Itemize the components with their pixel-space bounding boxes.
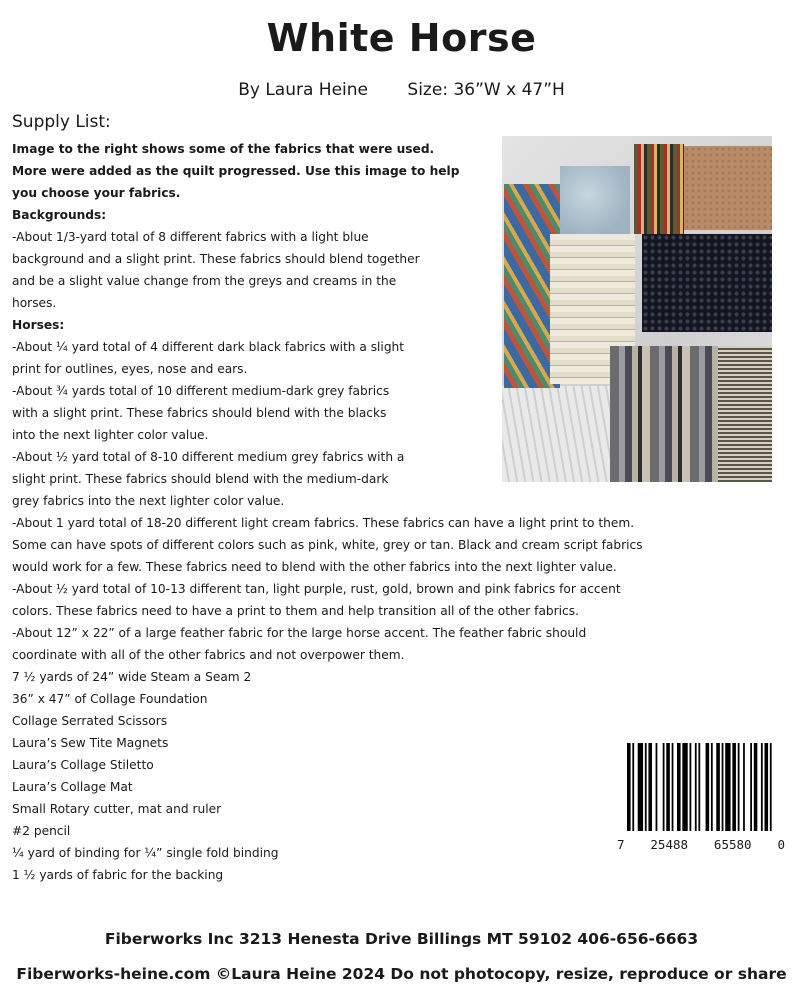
barcode-bar — [638, 743, 643, 831]
barcode-bar — [663, 743, 665, 831]
supply-list-line: 36” x 47” of Collage Foundation — [12, 692, 208, 706]
supply-list-line: -About 1 yard total of 18-20 different light cream fabrics. These fabrics can have a light print to them. — [12, 516, 635, 530]
barcode-digit-group: 65580 — [713, 837, 752, 852]
supply-list-line: -About ½ yard total of 8-10 different medium grey fabrics with a — [12, 450, 405, 464]
barcode-bar — [765, 743, 769, 831]
barcode-bar — [732, 743, 736, 831]
supply-list-line: background and a slight print. These fabrics should blend together — [12, 252, 420, 266]
barcode-digit-group: 7 — [617, 837, 625, 852]
barcode — [617, 743, 785, 858]
supply-list-line: coordinate with all of the other fabrics and not overpower them. — [12, 648, 405, 662]
footer-address: Fiberworks Inc 3213 Henesta Drive Billings MT 59102 406-656-6663 — [104, 930, 699, 948]
supply-list-line: #2 pencil — [12, 824, 71, 838]
barcode-bar — [690, 743, 692, 831]
supply-list-heading: Supply List: — [12, 112, 111, 132]
supply-list-line: 1 ½ yards of fabric for the backing — [12, 868, 224, 882]
supply-list-line: Collage Serrated Scissors — [12, 714, 168, 728]
supply-list-line: More were added as the quilt progressed. Use this image to help — [12, 164, 460, 178]
supply-list-line: Laura’s Collage Mat — [12, 780, 133, 794]
barcode-bar — [627, 743, 631, 831]
barcode-bar — [722, 743, 724, 831]
barcode-bar — [711, 743, 713, 831]
page-title: White Horse — [266, 16, 537, 60]
author-credit: By Laura Heine — [238, 80, 369, 100]
supply-list-line: Backgrounds: — [12, 208, 107, 222]
supply-list-line: print for outlines, eyes, nose and ears. — [12, 362, 248, 376]
barcode-bar — [750, 743, 752, 831]
footer-copyright: Fiberworks-heine.com ©Laura Heine 2024 Do not photocopy, resize, reproduce or share — [16, 965, 787, 983]
barcode-bar — [743, 743, 745, 831]
supply-list-line: Laura’s Sew Tite Magnets — [12, 736, 169, 750]
supply-list-line: Image to the right shows some of the fabrics that were used. — [12, 142, 435, 156]
supply-list-line: -About 1/3-yard total of 8 different fabrics with a light blue — [12, 230, 369, 244]
supply-list-line: and be a slight value change from the greys and creams in the — [12, 274, 397, 288]
supply-list-line: into the next lighter color value. — [12, 428, 209, 442]
barcode-bars — [627, 743, 777, 831]
quilt-size: Size: 36”W x 47”H — [407, 80, 565, 100]
barcode-bar — [632, 743, 634, 831]
byline — [0, 80, 803, 100]
supply-list-line: Some can have spots of different colors such as pink, white, grey or tan. Black and cream script fabrics — [12, 538, 643, 552]
supply-list-line: 7 ½ yards of 24” wide Steam a Seam 2 — [12, 670, 252, 684]
supply-list-line: -About ¾ yards total of 10 different medium-dark grey fabrics — [12, 384, 390, 398]
supply-list-line: grey fabrics into the next lighter color value. — [12, 494, 285, 508]
barcode-bar — [677, 743, 681, 831]
supply-list-line: Laura’s Collage Stiletto — [12, 758, 154, 772]
barcode-bar — [770, 743, 772, 831]
barcode-bar — [761, 743, 763, 831]
supply-list-line: horses. — [12, 296, 57, 310]
barcode-bar — [672, 743, 674, 831]
barcode-bar — [698, 743, 700, 831]
barcode-bar — [725, 743, 730, 831]
barcode-digit-group: 0 — [777, 837, 785, 852]
barcode-bar — [754, 743, 758, 831]
barcode-bar — [738, 743, 740, 831]
barcode-bar — [648, 743, 652, 831]
supply-list-line: slight print. These fabrics should blend with the medium-dark — [12, 472, 389, 486]
supply-list-line: -About ¼ yard total of 4 different dark black fabrics with a slight — [12, 340, 405, 354]
barcode-bar — [666, 743, 670, 831]
supply-list-line: Horses: — [12, 318, 65, 332]
barcode-bar — [695, 743, 697, 831]
supply-list-line: you choose your fabrics. — [12, 186, 181, 200]
barcode-bar — [656, 743, 658, 831]
barcode-bar — [645, 743, 647, 831]
supply-list-line: with a slight print. These fabrics should blend with the blacks — [12, 406, 387, 420]
barcode-bar — [716, 743, 720, 831]
supply-list-line: would work for a few. These fabrics need to blend with the other fabrics into the next lighter value. — [12, 560, 617, 574]
fabric-photo — [502, 136, 772, 482]
supply-list-line: ¼ yard of binding for ¼” single fold binding — [12, 846, 279, 860]
supply-list-line: -About ½ yard total of 10-13 different tan, light purple, rust, gold, brown and pink fabrics for accent — [12, 582, 621, 596]
supply-list-line: colors. These fabrics need to have a print to them and help transition all of the other fabrics. — [12, 604, 579, 618]
barcode-bar — [682, 743, 687, 831]
supply-list-line: Small Rotary cutter, mat and ruler — [12, 802, 222, 816]
supply-list-line: -About 12” x 22” of a large feather fabric for the large horse accent. The feather fabric should — [12, 626, 587, 640]
barcode-digits — [617, 837, 785, 852]
barcode-bar — [706, 743, 710, 831]
barcode-digit-group: 25488 — [650, 837, 689, 852]
